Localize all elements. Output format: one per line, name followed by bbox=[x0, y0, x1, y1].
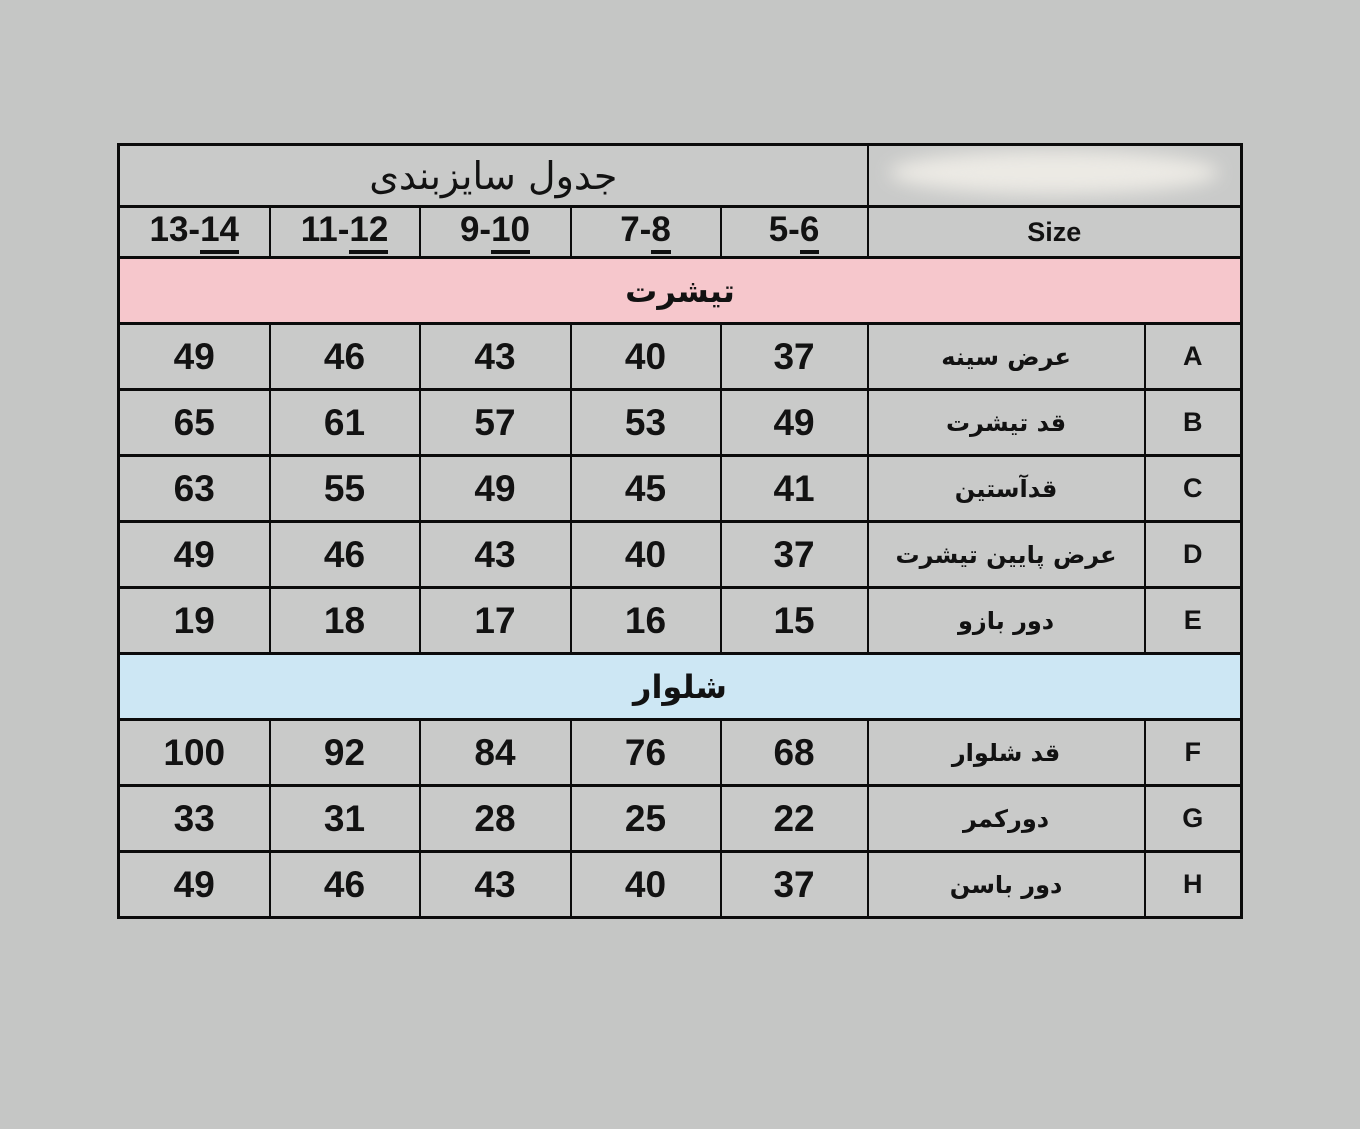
row-letter-H: H bbox=[1145, 852, 1242, 918]
measure-label-B: قد تیشرت bbox=[868, 390, 1145, 456]
title-row bbox=[119, 145, 1242, 207]
value-cell-B-7-8: 53 bbox=[571, 390, 721, 456]
measure-label-E: دور بازو bbox=[868, 588, 1145, 654]
value-cell-D-13-14: 49 bbox=[119, 522, 270, 588]
value-cell-F-5-6: 68 bbox=[721, 720, 868, 786]
size-col-tail-underlined: 8 bbox=[651, 212, 670, 254]
value-cell-F-13-14: 100 bbox=[119, 720, 270, 786]
size-col-9-10 bbox=[420, 207, 571, 258]
value-cell-G-7-8: 25 bbox=[571, 786, 721, 852]
measure-label-F: قد شلوار bbox=[868, 720, 1145, 786]
value-cell-G-5-6: 22 bbox=[721, 786, 868, 852]
measure-label-C: قدآستین bbox=[868, 456, 1145, 522]
measurement-row-G bbox=[119, 786, 1242, 852]
value-cell-H-13-14: 49 bbox=[119, 852, 270, 918]
value-cell-A-9-10: 43 bbox=[420, 324, 571, 390]
size-chart-table bbox=[117, 143, 1243, 919]
value-cell-E-7-8: 16 bbox=[571, 588, 721, 654]
measurement-row-B bbox=[119, 390, 1242, 456]
value-cell-F-11-12: 92 bbox=[270, 720, 420, 786]
measurement-row-C bbox=[119, 456, 1242, 522]
value-cell-B-9-10: 57 bbox=[420, 390, 571, 456]
value-cell-B-13-14: 65 bbox=[119, 390, 270, 456]
section-band-row-pants bbox=[119, 654, 1242, 720]
value-cell-H-5-6: 37 bbox=[721, 852, 868, 918]
size-col-tail-underlined: 10 bbox=[491, 212, 530, 254]
value-cell-C-11-12: 55 bbox=[270, 456, 420, 522]
row-letter-B: B bbox=[1145, 390, 1242, 456]
size-col-lead: 11- bbox=[300, 210, 350, 250]
value-cell-C-5-6: 41 bbox=[721, 456, 868, 522]
size-col-lead: 9- bbox=[459, 210, 492, 250]
section-band-label-pants: شلوار bbox=[119, 654, 1242, 720]
size-header-label: Size bbox=[868, 207, 1242, 258]
row-letter-E: E bbox=[1145, 588, 1242, 654]
value-cell-A-7-8: 40 bbox=[571, 324, 721, 390]
value-cell-E-9-10: 17 bbox=[420, 588, 571, 654]
measurement-row-H bbox=[119, 852, 1242, 918]
row-letter-G: G bbox=[1145, 786, 1242, 852]
size-col-tail-underlined: 6 bbox=[800, 212, 819, 254]
value-cell-F-7-8: 76 bbox=[571, 720, 721, 786]
value-cell-D-5-6: 37 bbox=[721, 522, 868, 588]
measure-label-G: دورکمر bbox=[868, 786, 1145, 852]
measure-label-A: عرض سینه bbox=[868, 324, 1145, 390]
size-col-11-12 bbox=[270, 207, 420, 258]
size-col-5-6 bbox=[721, 207, 868, 258]
value-cell-C-7-8: 45 bbox=[571, 456, 721, 522]
value-cell-D-9-10: 43 bbox=[420, 522, 571, 588]
measurement-row-A bbox=[119, 324, 1242, 390]
section-band-row-tshirt bbox=[119, 258, 1242, 324]
size-col-lead: 13- bbox=[149, 210, 201, 250]
measurement-row-F bbox=[119, 720, 1242, 786]
value-cell-G-9-10: 28 bbox=[420, 786, 571, 852]
row-letter-F: F bbox=[1145, 720, 1242, 786]
value-cell-H-9-10: 43 bbox=[420, 852, 571, 918]
value-cell-A-11-12: 46 bbox=[270, 324, 420, 390]
value-cell-B-5-6: 49 bbox=[721, 390, 868, 456]
value-cell-D-7-8: 40 bbox=[571, 522, 721, 588]
value-cell-E-13-14: 19 bbox=[119, 588, 270, 654]
size-col-13-14 bbox=[119, 207, 270, 258]
value-cell-C-9-10: 49 bbox=[420, 456, 571, 522]
size-col-7-8 bbox=[571, 207, 721, 258]
row-letter-A: A bbox=[1145, 324, 1242, 390]
value-cell-G-13-14: 33 bbox=[119, 786, 270, 852]
size-header-row bbox=[119, 207, 1242, 258]
measurement-row-E bbox=[119, 588, 1242, 654]
size-col-lead: 5- bbox=[768, 210, 800, 250]
table-title: جدول سایزبندی bbox=[119, 145, 868, 207]
value-cell-D-11-12: 46 bbox=[270, 522, 420, 588]
value-cell-H-7-8: 40 bbox=[571, 852, 721, 918]
value-cell-E-11-12: 18 bbox=[270, 588, 420, 654]
size-col-tail-underlined: 14 bbox=[200, 212, 239, 254]
value-cell-G-11-12: 31 bbox=[270, 786, 420, 852]
erased-brand-logo bbox=[889, 150, 1219, 194]
measure-label-D: عرض پایین تیشرت bbox=[868, 522, 1145, 588]
row-letter-C: C bbox=[1145, 456, 1242, 522]
value-cell-F-9-10: 84 bbox=[420, 720, 571, 786]
size-col-lead: 7- bbox=[620, 210, 652, 250]
section-band-label-tshirt: تیشرت bbox=[119, 258, 1242, 324]
row-letter-D: D bbox=[1145, 522, 1242, 588]
size-col-tail-underlined: 12 bbox=[349, 212, 388, 254]
value-cell-E-5-6: 15 bbox=[721, 588, 868, 654]
value-cell-B-11-12: 61 bbox=[270, 390, 420, 456]
value-cell-A-5-6: 37 bbox=[721, 324, 868, 390]
value-cell-C-13-14: 63 bbox=[119, 456, 270, 522]
measure-label-H: دور باسن bbox=[868, 852, 1145, 918]
brand-logo-cell bbox=[868, 145, 1242, 207]
value-cell-H-11-12: 46 bbox=[270, 852, 420, 918]
measurement-row-D bbox=[119, 522, 1242, 588]
value-cell-A-13-14: 49 bbox=[119, 324, 270, 390]
